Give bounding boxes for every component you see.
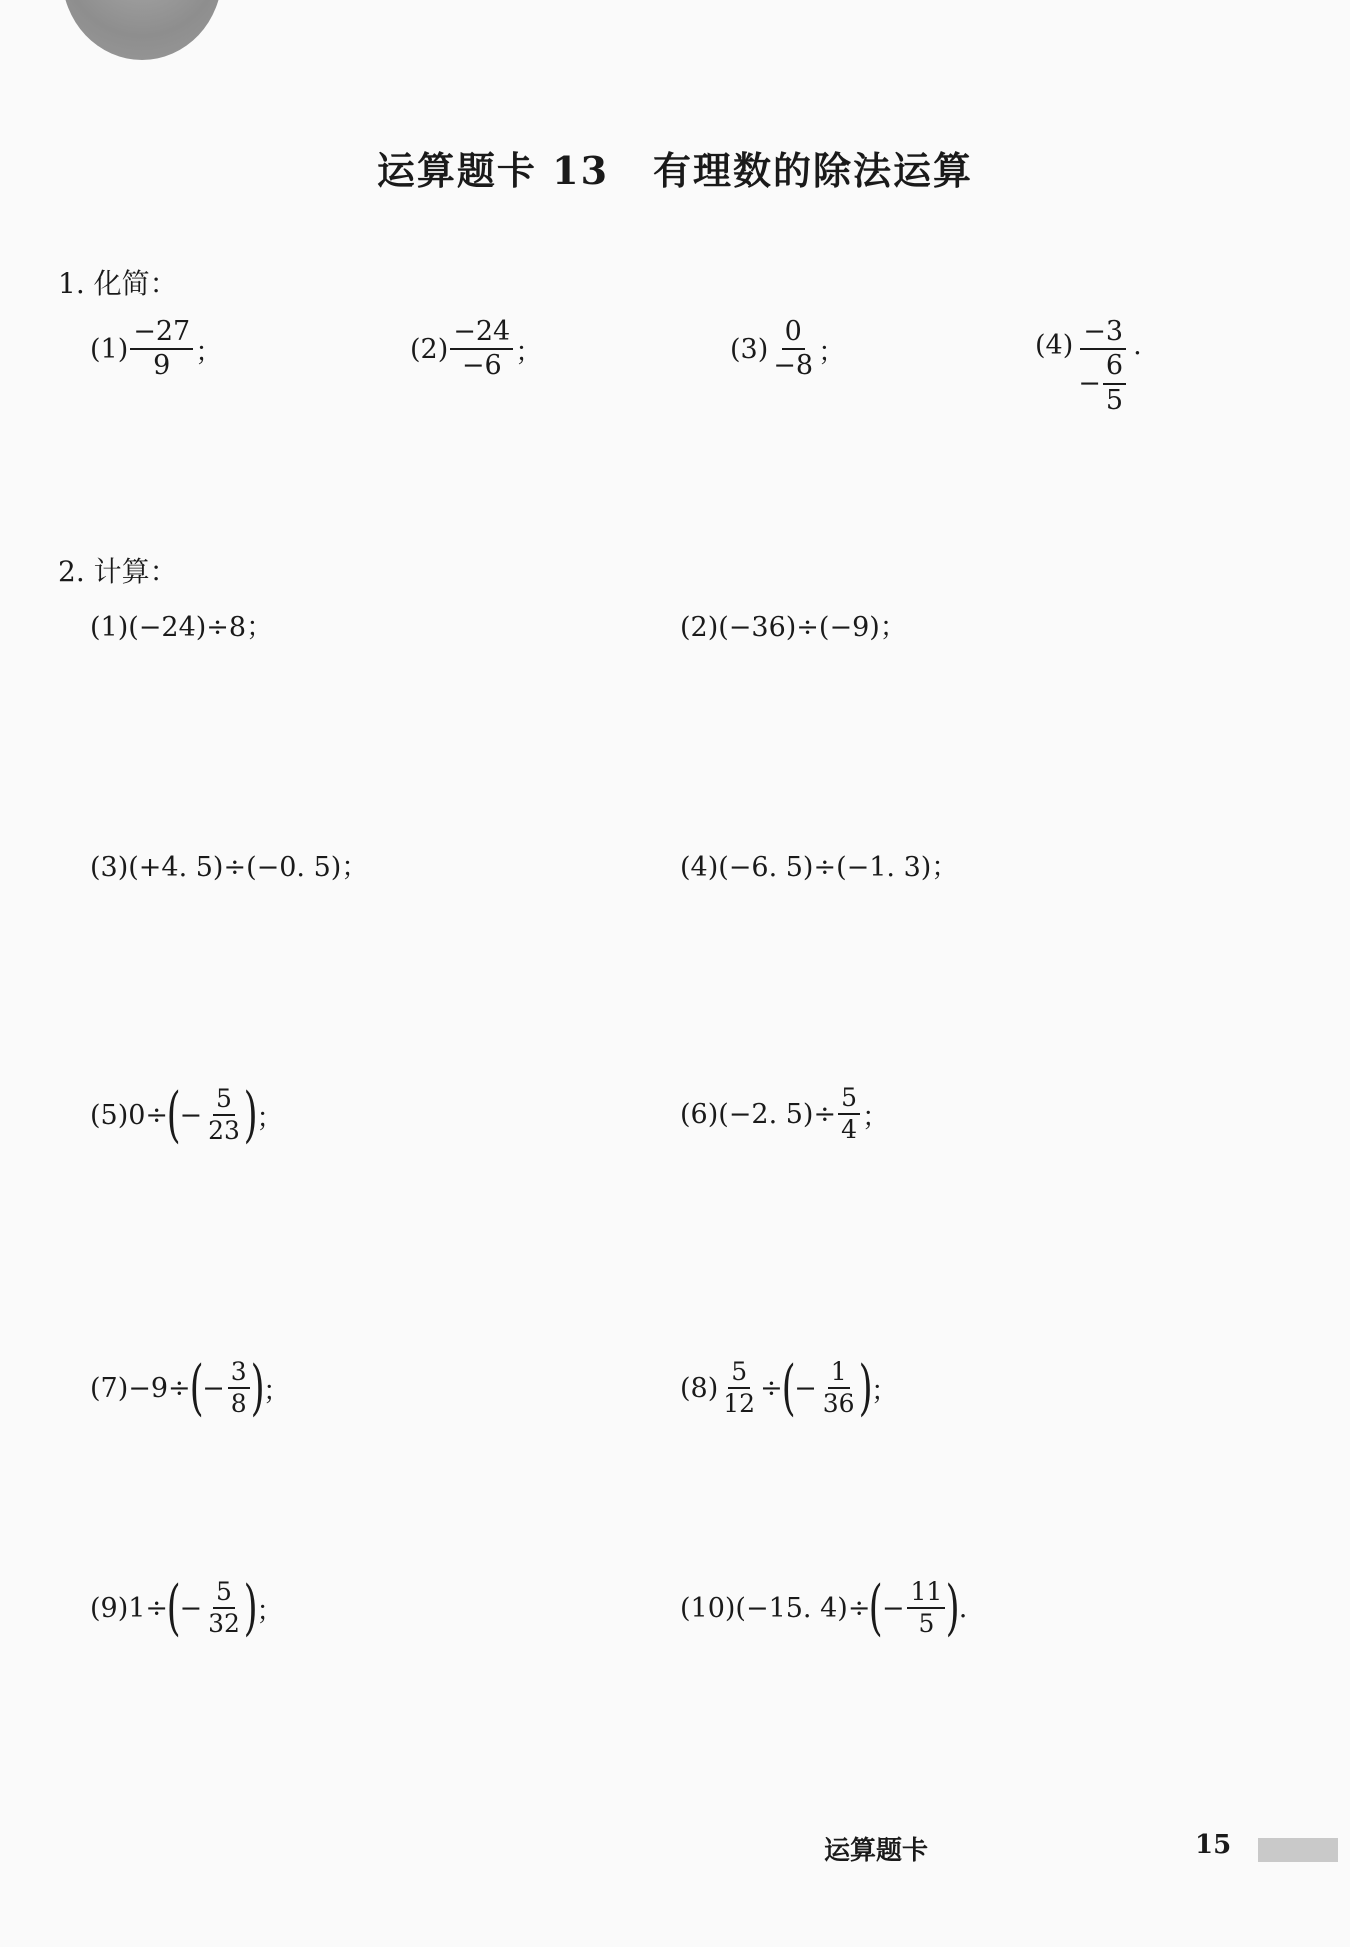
item-end: ； [862, 1101, 889, 1133]
denominator: −8 [773, 350, 814, 382]
item-prefix: (10)(−15. 4)÷ [680, 1592, 871, 1624]
complex-fraction [1075, 318, 1131, 415]
denominator: 4 [841, 1115, 857, 1145]
fraction [838, 1085, 860, 1144]
denominator: 5 [918, 1609, 935, 1638]
denominator: 36 [822, 1389, 855, 1418]
fraction [820, 1356, 858, 1418]
numerator: 5 [213, 1579, 235, 1609]
item-prefix: (8) [680, 1372, 719, 1404]
q2-item-5 [90, 1080, 284, 1150]
fraction [720, 1356, 758, 1418]
fraction [228, 1356, 250, 1418]
q2-item-3: (3)(+4. 5)÷(−0. 5)； [90, 852, 369, 883]
minus-sign: − [1078, 367, 1101, 399]
left-paren: ( [869, 1573, 884, 1643]
denominator: 32 [208, 1609, 240, 1638]
denominator: 5 [1105, 384, 1124, 416]
item-end: ； [256, 1595, 284, 1627]
numerator: 5 [728, 1359, 750, 1389]
denominator: 12 [723, 1389, 756, 1418]
right-paren: ) [945, 1573, 961, 1643]
item-end: . [958, 1592, 968, 1624]
left-paren: ( [781, 1353, 796, 1423]
minus-sign: − [179, 1592, 203, 1624]
inner-fraction [1103, 352, 1126, 415]
left-paren: ( [166, 1080, 181, 1150]
denominator: 9 [153, 350, 171, 382]
title-card-number: 运算题卡 13 [376, 148, 610, 193]
q1-heading: 1. 化简： [58, 267, 178, 300]
q2-item-9 [90, 1573, 284, 1643]
numerator: −3 [1080, 318, 1126, 350]
denominator [1075, 350, 1131, 415]
fraction [130, 318, 193, 381]
q2-item-8 [680, 1353, 898, 1423]
q1-item-4 [1035, 318, 1142, 415]
q2-item-10 [680, 1573, 968, 1643]
q1-item-2 [410, 318, 542, 381]
item-label: (4) [1035, 330, 1074, 361]
minus-sign: − [794, 1372, 817, 1404]
item-prefix: (6)(−2. 5)÷ [680, 1098, 837, 1130]
q2-heading: 2. 计算： [58, 555, 178, 588]
fraction [450, 318, 513, 381]
item-label: (3) [730, 333, 769, 365]
numerator: 3 [228, 1359, 250, 1389]
numerator: 5 [213, 1086, 235, 1116]
item-label: (2) [410, 333, 449, 365]
minus-sign: − [202, 1372, 225, 1404]
item-end: ； [263, 1375, 291, 1407]
q2-item-6 [680, 1085, 889, 1144]
right-paren: ) [243, 1080, 258, 1150]
q2-item-2: (2)(−36)÷(−9)； [680, 612, 907, 643]
denominator: −6 [461, 350, 502, 382]
item-end: ； [515, 336, 543, 368]
item-end: . [1133, 330, 1142, 361]
numerator: 6 [1103, 352, 1126, 384]
corner-decoration [62, 0, 222, 60]
footer-label: 运算题卡 [823, 1836, 928, 1866]
item-end: ； [256, 1102, 284, 1134]
numerator: 1 [828, 1359, 850, 1389]
numerator: −27 [130, 318, 193, 350]
page-title [0, 140, 1350, 195]
left-paren: ( [166, 1573, 181, 1643]
q2-item-1: (1)(−24)÷8； [90, 612, 274, 643]
left-paren: ( [189, 1353, 204, 1423]
q2-item-4: (4)(−6. 5)÷(−1. 3)； [680, 852, 959, 883]
minus-sign: − [881, 1592, 905, 1624]
q1-item-1 [90, 318, 222, 381]
divide-sign: ÷ [760, 1372, 783, 1404]
numerator: 0 [782, 318, 805, 350]
fraction [205, 1576, 243, 1638]
numerator: −24 [450, 318, 513, 350]
item-prefix: (7)−9÷ [90, 1372, 191, 1404]
right-paren: ) [250, 1353, 265, 1423]
item-end: ； [870, 1375, 898, 1407]
page-number: 15 [1195, 1830, 1232, 1860]
fraction [205, 1083, 243, 1145]
item-end: ； [818, 336, 846, 368]
item-end: ； [195, 336, 223, 368]
numerator: 5 [838, 1085, 860, 1115]
q2-item-7 [90, 1353, 291, 1423]
fraction [770, 318, 816, 381]
fraction [907, 1576, 945, 1638]
numerator: 11 [907, 1579, 945, 1609]
footer-decoration-bar [1258, 1838, 1338, 1862]
item-prefix: (9)1÷ [90, 1592, 169, 1624]
right-paren: ) [243, 1573, 258, 1643]
denominator: 23 [208, 1116, 240, 1145]
item-prefix: (5)0÷ [90, 1099, 169, 1131]
item-label: (1) [90, 333, 129, 365]
minus-sign: − [179, 1099, 203, 1131]
title-topic: 有理数的除法运算 [653, 148, 974, 193]
denominator: 8 [230, 1389, 247, 1418]
q1-item-3 [730, 318, 845, 381]
right-paren: ) [858, 1353, 873, 1423]
